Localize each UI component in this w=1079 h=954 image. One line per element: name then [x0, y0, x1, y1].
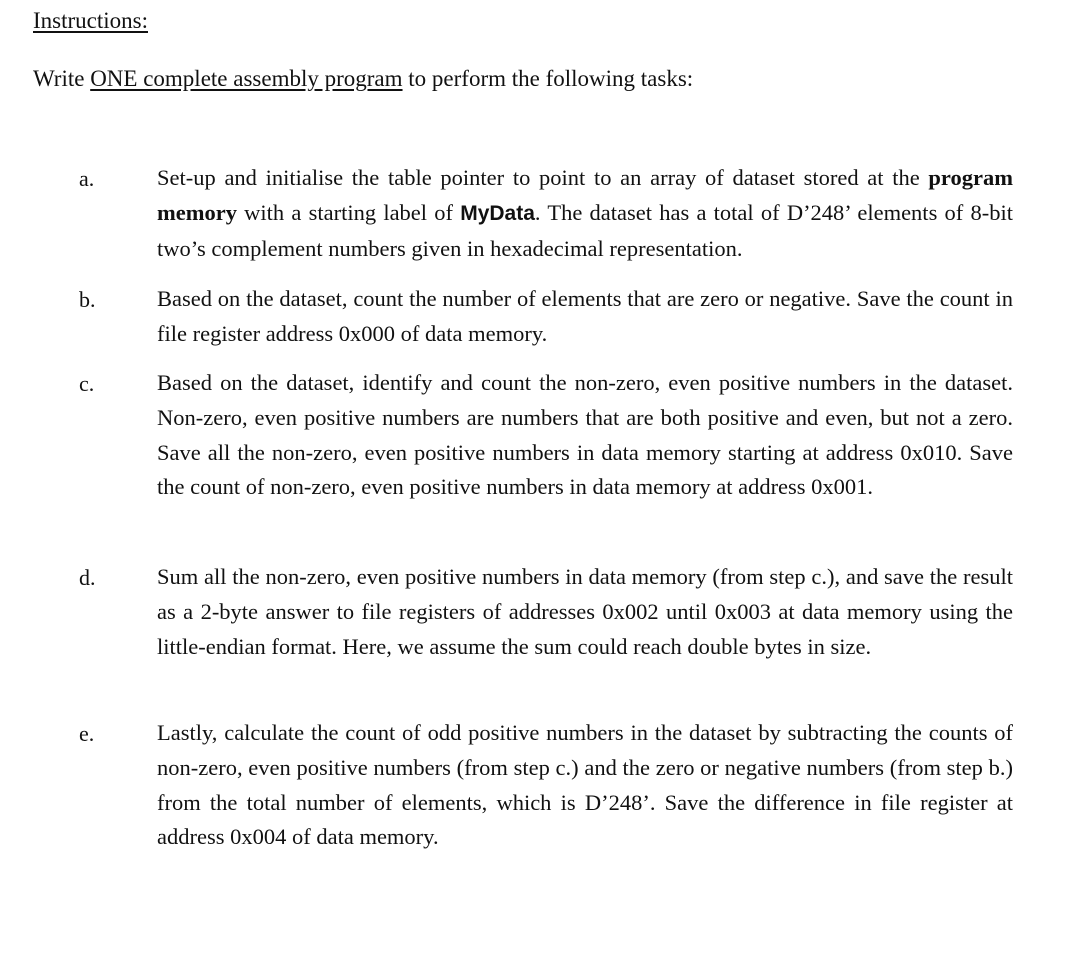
task-text-part: . The dataset has a total of D’248’ elements of 8-bit two’s complement numbers given in hexadecimal representation.	[157, 199, 1013, 261]
task-text-part: Set-up and initialise the table pointer to point to an array of dataset stored at the	[157, 165, 929, 190]
intro-underlined: ONE complete assembly program	[90, 66, 403, 91]
bold-term-mydata: MyData	[460, 201, 535, 225]
task-letter: b.	[79, 287, 96, 312]
task-text	[157, 161, 1013, 266]
intro-before: Write	[33, 66, 91, 91]
bold-term-program-memory: program memory	[157, 165, 1013, 225]
intro-sentence	[33, 64, 693, 94]
intro-after: to perform the following tasks:	[402, 66, 694, 91]
task-text: Based on the dataset, identify and count the non-zero, even positive numbers in the dataset. Non-zero, even positive numbers are numbers that are both positive and even, but not a zero. Save all the non-zero, even positive numbers in data memory starting at address 0x010. Save the count of non-zero, even positive numbers in data memory at address 0x001.	[157, 370, 1013, 500]
task-text: Lastly, calculate the count of odd positive numbers in the dataset by subtracting the counts of non-zero, even positive numbers (from step c.) and the zero or negative numbers (from step b.) from the total number of elements, which is D’248’. Save the difference in file register at address 0x004 of data memory.	[157, 720, 1013, 850]
task-text-part: with a starting label of	[236, 199, 461, 225]
instructions-heading: Instructions:	[33, 8, 148, 33]
task-letter: a.	[79, 166, 95, 191]
task-text: Sum all the non-zero, even positive numbers in data memory (from step c.), and save the result as a 2-byte answer to file registers of addresses 0x002 until 0x003 at data memory using the little-endian format. Here, we assume the sum could reach double bytes in size.	[157, 564, 1013, 659]
task-letter: c.	[79, 371, 95, 396]
task-text: Based on the dataset, count the number of elements that are zero or negative. Save the count in file register address 0x000 of data memory.	[157, 286, 1013, 346]
task-letter: e.	[79, 721, 95, 746]
task-letter: d.	[79, 565, 96, 590]
